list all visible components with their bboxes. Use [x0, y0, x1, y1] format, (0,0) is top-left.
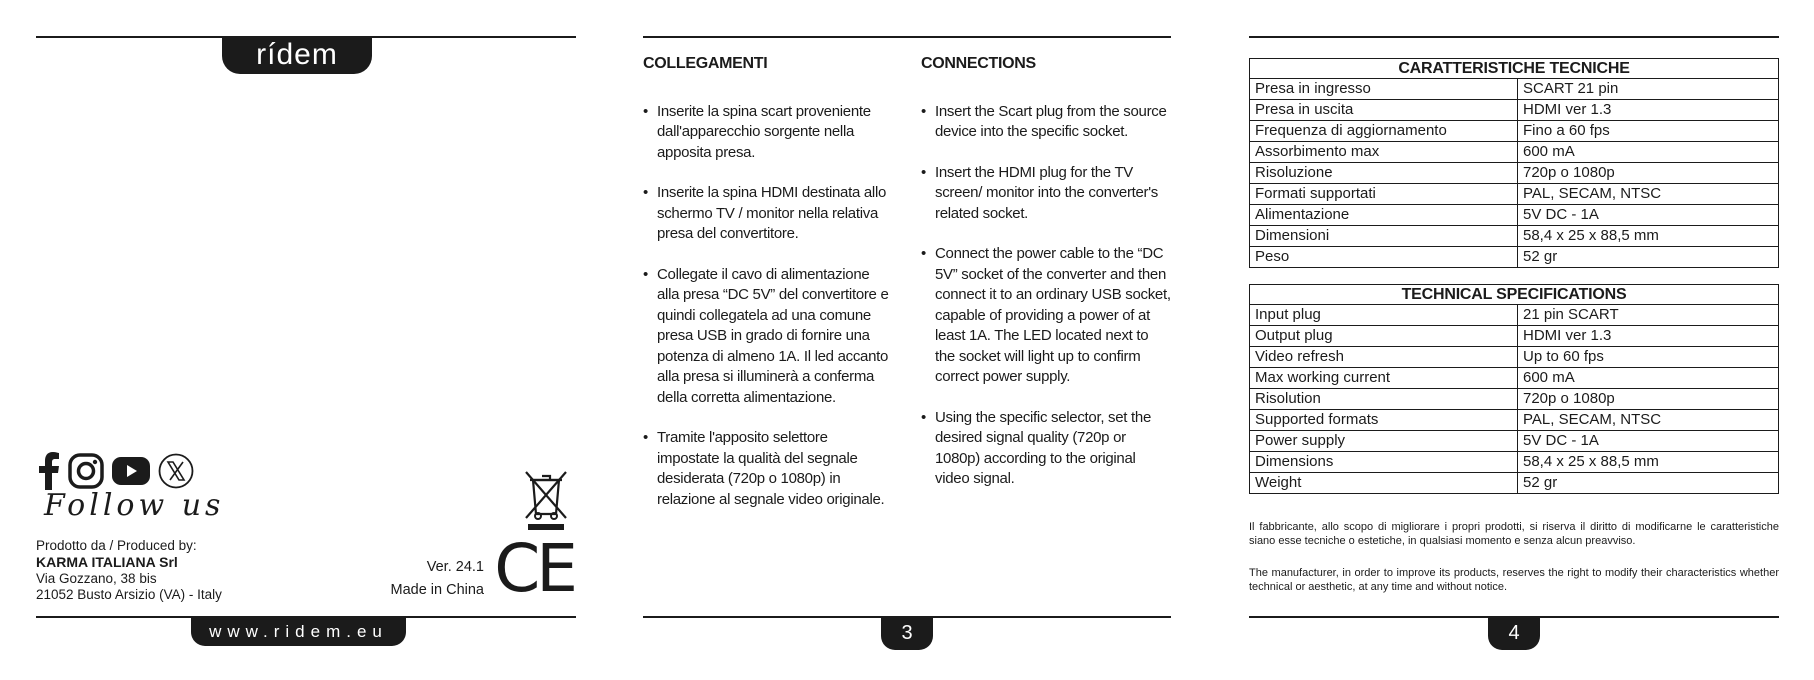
table-row	[1250, 452, 1779, 473]
website-link[interactable]: www.ridem.eu	[191, 618, 406, 646]
spec-label: Formati supportati	[1250, 184, 1518, 205]
italian-heading: COLLEGAMENTI	[643, 55, 768, 72]
table-row	[1250, 79, 1779, 100]
weee-bin-icon	[522, 468, 570, 535]
italian-disclaimer: Il fabbricante, allo scopo di migliorare i propri prodotti, si riserva il diritto di modificarne le caratteristiche siano esse tecniche o estetiche, in qualsiasi momento e senza alcun preavviso.	[1249, 521, 1779, 547]
list-item: • Insert the HDMI plug for the TV screen/ monitor into the converter's related socket.	[935, 163, 1171, 225]
list-item: • Tramite l'apposito selettore impostate la qualità del segnale desiderata (720p o 1080p) in relazione al segnale video originale.	[657, 428, 893, 510]
table-row	[1250, 368, 1779, 389]
spec-label: Alimentazione	[1250, 205, 1518, 226]
spec-value: SCART 21 pin	[1518, 79, 1779, 100]
spec-label: Presa in ingresso	[1250, 79, 1518, 100]
spec-label: Risoluzione	[1250, 163, 1518, 184]
spec-value: 5V DC - 1A	[1518, 431, 1779, 452]
producer-info	[36, 538, 222, 603]
spec-label: Assorbimento max	[1250, 142, 1518, 163]
spec-label: Peso	[1250, 247, 1518, 268]
version-info	[391, 556, 485, 602]
spec-value: 5V DC - 1A	[1518, 205, 1779, 226]
table-row	[1250, 184, 1779, 205]
spec-value: 58,4 x 25 x 88,5 mm	[1518, 226, 1779, 247]
spec-value: Fino a 60 fps	[1518, 121, 1779, 142]
spec-value: 58,4 x 25 x 88,5 mm	[1518, 452, 1779, 473]
table-title: TECHNICAL SPECIFICATIONS	[1250, 285, 1779, 305]
spec-label: Dimensioni	[1250, 226, 1518, 247]
spec-label: Weight	[1250, 473, 1518, 494]
list-item: • Insert the Scart plug from the source device into the specific socket.	[935, 102, 1171, 143]
table-row	[1250, 326, 1779, 347]
english-spec-table	[1249, 284, 1779, 494]
top-rule	[643, 36, 1171, 38]
list-item: • Inserite la spina HDMI destinata allo schermo TV / monitor nella relativa presa del convertitore.	[657, 183, 893, 245]
spec-label: Output plug	[1250, 326, 1518, 347]
english-disclaimer: The manufacturer, in order to improve its products, reserves the right to modify their characteristics whether technical or aesthetic, at any time and without notice.	[1249, 567, 1779, 593]
youtube-icon[interactable]	[112, 457, 150, 490]
table-row	[1250, 226, 1779, 247]
list-item: • Collegate il cavo di alimentazione alla presa “DC 5V” del convertitore e quindi collegatela ad una comune presa USB in grado di fornire una potenza di almeno 1A. Il led accanto alla presa si illuminerà a conferma della corretta alimentazione.	[657, 265, 893, 409]
spec-label: Risolution	[1250, 389, 1518, 410]
company-name: KARMA ITALIANA Srl	[36, 554, 178, 570]
spec-value: 600 mA	[1518, 368, 1779, 389]
table-row	[1250, 431, 1779, 452]
spec-value: HDMI ver 1.3	[1518, 326, 1779, 347]
connections-page	[643, 0, 1171, 680]
table-row	[1250, 205, 1779, 226]
spec-value: 720p o 1080p	[1518, 389, 1779, 410]
spec-label: Supported formats	[1250, 410, 1518, 431]
page-number: 4	[1488, 616, 1540, 650]
list-item: • Using the specific selector, set the desired signal quality (720p or 1080p) according to the original video signal.	[935, 408, 1171, 490]
spec-label: Presa in uscita	[1250, 100, 1518, 121]
english-column	[921, 54, 1171, 510]
table-row	[1250, 473, 1779, 494]
made-in-label: Made in China	[390, 582, 484, 598]
spec-value: 600 mA	[1518, 142, 1779, 163]
address-line-1: Via Gozzano, 38 bis	[36, 571, 157, 586]
spec-label: Input plug	[1250, 305, 1518, 326]
version-label: Ver. 24.1	[426, 559, 484, 575]
producer-label: Prodotto da / Produced by:	[36, 538, 197, 553]
follow-us-text: Follow us	[44, 488, 225, 523]
spec-value: 52 gr	[1518, 473, 1779, 494]
table-row	[1250, 100, 1779, 121]
specifications-page	[1249, 0, 1779, 680]
english-heading: CONNECTIONS	[921, 55, 1036, 72]
back-cover-panel	[36, 0, 576, 680]
spec-value: HDMI ver 1.3	[1518, 100, 1779, 121]
italian-list	[643, 102, 893, 511]
spec-value: Up to 60 fps	[1518, 347, 1779, 368]
italian-column	[643, 54, 893, 530]
table-row	[1250, 347, 1779, 368]
spec-label: Video refresh	[1250, 347, 1518, 368]
page-number: 3	[881, 616, 933, 650]
spec-value: 52 gr	[1518, 247, 1779, 268]
table-row	[1250, 410, 1779, 431]
spec-label: Dimensions	[1250, 452, 1518, 473]
table-row	[1250, 121, 1779, 142]
english-list	[921, 102, 1171, 490]
top-rule	[1249, 36, 1779, 38]
table-title: CARATTERISTICHE TECNICHE	[1250, 59, 1779, 79]
table-row	[1250, 247, 1779, 268]
table-row	[1250, 305, 1779, 326]
spec-value: PAL, SECAM, NTSC	[1518, 410, 1779, 431]
list-item: • Inserite la spina scart proveniente dall'apparecchio sorgente nella apposita presa.	[657, 102, 893, 164]
brand-logo: rídem	[222, 36, 372, 74]
list-item: • Connect the power cable to the “DC 5V” socket of the converter and then connect it to an ordinary USB socket, capable of providing a power of at least 1A. The LED located next to the socket will light up to confirm correct power supply.	[935, 244, 1171, 388]
table-row	[1250, 142, 1779, 163]
address-line-2: 21052 Busto Arsizio (VA) - Italy	[36, 587, 222, 602]
table-row	[1250, 389, 1779, 410]
spec-value: 21 pin SCART	[1518, 305, 1779, 326]
table-row	[1250, 163, 1779, 184]
italian-spec-table	[1249, 58, 1779, 268]
spec-label: Frequenza di aggiornamento	[1250, 121, 1518, 142]
spec-value: PAL, SECAM, NTSC	[1518, 184, 1779, 205]
spec-label: Power supply	[1250, 431, 1518, 452]
ce-mark: CE	[494, 530, 574, 607]
spec-label: Max working current	[1250, 368, 1518, 389]
spec-value: 720p o 1080p	[1518, 163, 1779, 184]
